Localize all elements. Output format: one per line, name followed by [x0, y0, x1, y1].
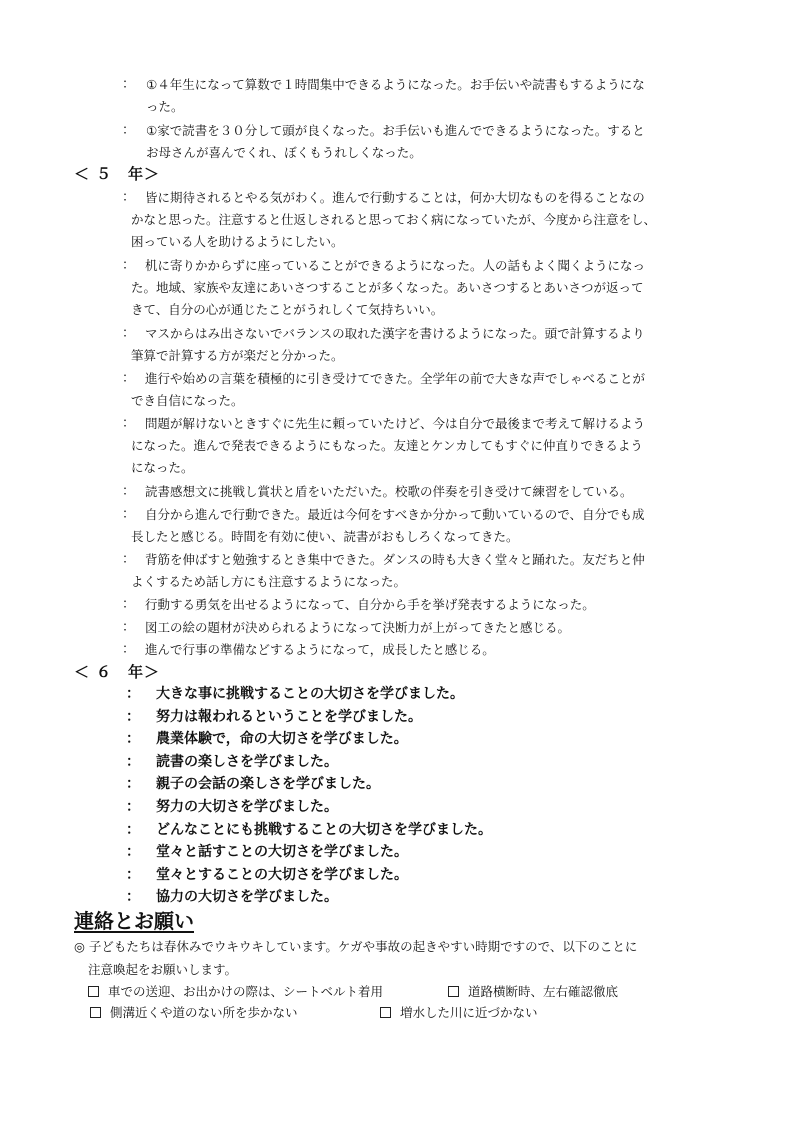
comment-line: 問題が解けないときすぐに先生に頼っていたけど、今は自分で最後まで考えて解けるよう: [145, 416, 646, 431]
heading-grade-label: 年: [128, 165, 145, 183]
item-colon: ：: [126, 753, 140, 770]
item-text: 努力は報われるということを学びました。: [156, 708, 422, 725]
comment-text: [146, 74, 645, 118]
comment-line: 筆算で計算する方が楽だと分かった。: [131, 348, 344, 363]
intro-line-1: ◎ 子どもたちは春休みでウキウキしています。ケガや事故の起きやすい時期ですので、以下のことに: [74, 939, 638, 954]
comment-line: ①家で読書を３０分して頭が良くなった。お手伝いも進んでできるようになった。すると: [146, 123, 645, 138]
checklist-item: [448, 982, 618, 1002]
item-colon: ：: [126, 821, 140, 838]
comment-text: [131, 504, 645, 548]
comment-line: よくするため話し方にも注意するようになった。: [131, 574, 407, 589]
checklist-item: [88, 982, 383, 1002]
comment-text: [131, 594, 595, 616]
item-text: 農業体験で，命の大切さを学びました。: [156, 731, 408, 748]
comment-colon: ：: [122, 77, 136, 92]
comment-text: [131, 255, 645, 321]
comment-line: 困っている人を助けるようにしたい。: [131, 234, 344, 249]
item-colon: ：: [126, 686, 140, 702]
comment-line: 長したと感じる。時間を有効に使い、読書がおもしろくなってきた。: [131, 529, 519, 544]
checklist-item: [380, 1003, 538, 1023]
contact-section-title: 連絡とお願い: [74, 909, 194, 933]
item-text: どんなことにも挑戦することの大切さを学びました。: [156, 821, 492, 838]
comment-colon: ：: [122, 123, 136, 138]
item-colon: ：: [126, 708, 140, 725]
heading-open-bracket: ＜: [74, 663, 91, 681]
comment-colon: ：: [122, 326, 136, 341]
comment-line: お母さんが喜んでくれ、ぼくもうれしくなった。: [146, 145, 422, 160]
item-colon: ：: [126, 889, 140, 906]
intro-line-2: 注意喚起をお願いします。: [88, 962, 238, 977]
comment-line: ①４年生になって算数で１時間集中できるようになった。お手伝いや読書もするようにな: [146, 77, 645, 92]
item-text: 堂々とすることの大切さを学びました。: [156, 866, 408, 883]
grade5-heading: [74, 163, 160, 185]
comment-line: 机に寄りかからずに座っていることができるようになった。人の話もよく聞くようになっ: [145, 258, 646, 273]
comment-text: [131, 413, 645, 479]
checklist-text: 側溝近くや道のない所を歩かない: [110, 1005, 298, 1020]
comment-line: 読書感想文に挑戦し賞状と盾をいただいた。校歌の伴奏を引き受けて練習をしている。: [145, 484, 633, 499]
comment-text: [131, 617, 570, 639]
comment-line: 自分から進んで行動できた。最近は今何をすべきか分かって動いているので、自分でも成: [145, 507, 645, 522]
comment-text: [131, 639, 495, 661]
heading-close-bracket: ＞: [144, 663, 161, 681]
comment-colon: ：: [122, 258, 136, 273]
comment-line: になった。進んで発表できるようにもなった。友達とケンカしてもすぐに仲直りできるよう: [131, 438, 643, 453]
comment-line: 背筋を伸ばすと勉強するとき集中できた。ダンスの時も大きく堂々と踊れた。友だちと仲: [145, 552, 645, 567]
item-text: 堂々と話すことの大切さを学びました。: [156, 844, 408, 861]
comment-text: [131, 368, 645, 412]
comment-line: 図工の絵の題材が決められるようになって決断力が上がってきたと感じる。: [145, 620, 571, 635]
comment-line: った。: [146, 99, 184, 114]
item-colon: ：: [126, 798, 140, 815]
comment-text: [131, 481, 633, 503]
item-colon: ：: [126, 866, 140, 883]
comment-colon: ：: [122, 597, 136, 612]
heading-grade-number: ６: [96, 663, 113, 681]
comment-line: かなと思った。注意すると仕返しされると思っておく病になっていたが、今度から注意をし、: [131, 212, 657, 227]
comment-text: [131, 323, 645, 367]
item-text: 大きな事に挑戦することの大切さを学びました。: [156, 686, 464, 702]
checklist-text: 道路横断時、左右確認徹底: [468, 984, 619, 999]
comment-colon: ：: [122, 507, 136, 522]
checkbox-icon: [380, 1007, 391, 1018]
item-text: 読書の楽しさを学びました。: [156, 753, 338, 770]
comment-colon: ：: [122, 371, 136, 386]
comment-line: きて、自分の心が通じたことがうれしくて気持ちいい。: [131, 302, 444, 317]
checkbox-icon: [90, 1007, 101, 1018]
comment-line: 進行や始めの言葉を積極的に引き受けてできた。全学年の前で大きな声でしゃべることが: [145, 371, 646, 386]
comment-line: になった。: [131, 460, 194, 475]
grade6-heading: [74, 661, 160, 683]
comment-line: た。地域、家族や友達にあいさつすることが多くなった。あいさつするとあいさつが返って: [131, 280, 644, 295]
comment-colon: ：: [122, 642, 136, 657]
comment-line: マスからはみ出さないでバランスの取れた漢字を書けるようになった。頭で計算するより: [145, 326, 645, 341]
checkbox-icon: [448, 986, 459, 997]
heading-open-bracket: ＜: [74, 165, 91, 183]
comment-line: 行動する勇気を出せるようになって、自分から手を挙げ発表するようになった。: [145, 597, 595, 612]
heading-close-bracket: ＞: [144, 165, 161, 183]
comment-colon: ：: [122, 552, 136, 567]
checklist-text: 車での送迎、お出かけの際は、シートベルト着用: [108, 984, 384, 999]
comment-line: でき自信になった。: [131, 393, 244, 408]
comment-colon: ：: [122, 416, 136, 431]
heading-grade-label: 年: [128, 663, 145, 681]
checkbox-icon: [88, 986, 99, 997]
comment-line: 皆に期待されるとやる気がわく。進んで行動することは，何か大切なものを得ることなの: [145, 190, 645, 205]
checklist-text: 増水した川に近づかない: [400, 1005, 538, 1020]
comment-colon: ：: [122, 190, 136, 205]
item-colon: ：: [126, 844, 140, 861]
heading-grade-number: ５: [96, 165, 113, 183]
contact-intro: [74, 935, 638, 977]
item-colon: ：: [126, 731, 140, 748]
item-text: 協力の大切さを学びました。: [156, 889, 338, 906]
item-colon: ：: [126, 776, 140, 793]
item-text: 努力の大切さを学びました。: [156, 798, 338, 815]
comment-text: [131, 549, 645, 593]
item-text: 親子の会話の楽しさを学びました。: [156, 776, 380, 793]
comment-text: [146, 120, 645, 164]
comment-colon: ：: [122, 620, 136, 635]
comment-colon: ：: [122, 484, 136, 499]
comment-line: 進んで行事の準備などするようになって，成長したと感じる。: [145, 642, 495, 657]
comment-text: [131, 187, 656, 253]
checklist-item: [90, 1003, 298, 1023]
